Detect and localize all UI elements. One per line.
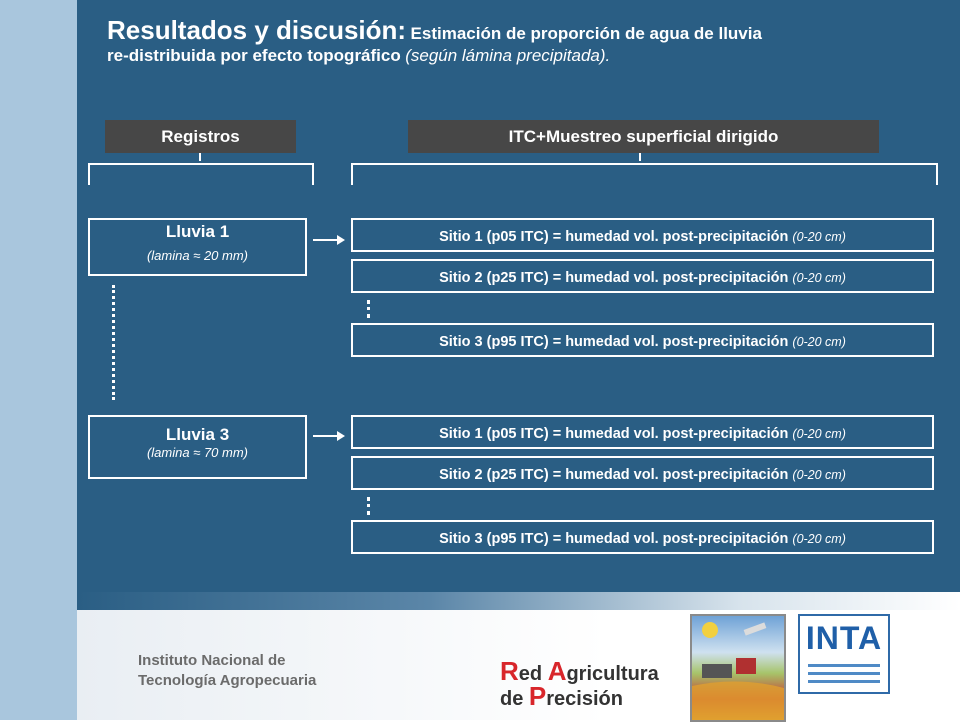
bracket-right [351,163,938,185]
title-sub2-italic: (según lámina precipitada). [405,45,611,65]
site-label: Sitio 3 (p95 ITC) = humedad vol. post-precipitación [439,531,789,547]
bracket-tick-right [639,153,641,161]
rain-name: Lluvia 1 [165,222,230,241]
precision-agriculture-logo-icon [690,614,786,722]
inta-logo-stripe [808,672,880,675]
site-label: Sitio 1 (p05 ITC) = humedad vol. post-precipitación [439,229,789,245]
inta-logo [798,614,890,694]
rap-text: gricultura [566,663,659,685]
satellite-field-icon [692,616,784,720]
left-decorative-strip [0,0,77,720]
site-1-rain-1 [351,218,934,252]
inta-logo-stripe [808,664,880,667]
rain-box-1 [88,218,307,276]
site-label: Sitio 2 (p25 ITC) = humedad vol. post-precipitación [439,467,789,483]
institute-name [138,651,316,691]
site-depth: (0-20 cm) [792,532,846,546]
red-agricultura-precision-logo-text [500,656,659,711]
site-3-rain-1 [351,323,934,357]
rain-name: Lluvia 3 [165,425,230,444]
site-3-rain-3 [351,520,934,554]
site-depth: (0-20 cm) [792,230,846,244]
site-label: Sitio 2 (p25 ITC) = humedad vol. post-precipitación [439,270,789,286]
site-depth: (0-20 cm) [792,427,846,441]
site-depth: (0-20 cm) [792,271,846,285]
rap-letter-a: A [547,656,567,686]
site-label: Sitio 1 (p05 ITC) = humedad vol. post-precipitación [439,426,789,442]
rain-lamina: (lamina ≈ 20 mm) [146,248,249,263]
site-continuation-dots [367,497,370,515]
institute-line-1: Instituto Nacional de [138,652,286,669]
rain-box-3 [88,415,307,479]
rap-text: ed [518,663,548,685]
inta-logo-stripe [808,680,880,683]
header-registros: Registros [105,120,296,153]
site-1-rain-3 [351,415,934,449]
arrow-right-icon [313,435,339,437]
institute-line-2: Tecnología Agropecuaria [138,672,317,689]
title-sub1: Estimación de proporción de agua de lluvia [410,24,762,43]
bracket-left [88,163,314,185]
arrow-right-icon [313,239,339,241]
panel-fade [77,592,960,610]
inta-logo-text: INTA [805,620,883,656]
site-depth: (0-20 cm) [792,468,846,482]
rap-text: recisión [546,688,623,710]
site-label: Sitio 3 (p95 ITC) = humedad vol. post-precipitación [439,334,789,350]
header-itc-muestreo: ITC+Muestreo superficial dirigido [408,120,879,153]
site-2-rain-1 [351,259,934,293]
rap-text: de [500,688,529,710]
title-sub2: re-distribuida por efecto topográfico [107,45,401,65]
slide-panel [77,0,960,592]
site-depth: (0-20 cm) [792,335,846,349]
rain-continuation-dots [112,285,115,400]
site-continuation-dots [367,300,370,318]
bracket-tick-left [199,153,201,161]
title-main: Resultados y discusión: [107,15,407,45]
rap-letter-r: R [500,656,519,686]
rap-letter-p: P [528,681,547,711]
slide-title [107,16,937,66]
rain-lamina: (lamina ≈ 70 mm) [146,445,249,460]
site-2-rain-3 [351,456,934,490]
